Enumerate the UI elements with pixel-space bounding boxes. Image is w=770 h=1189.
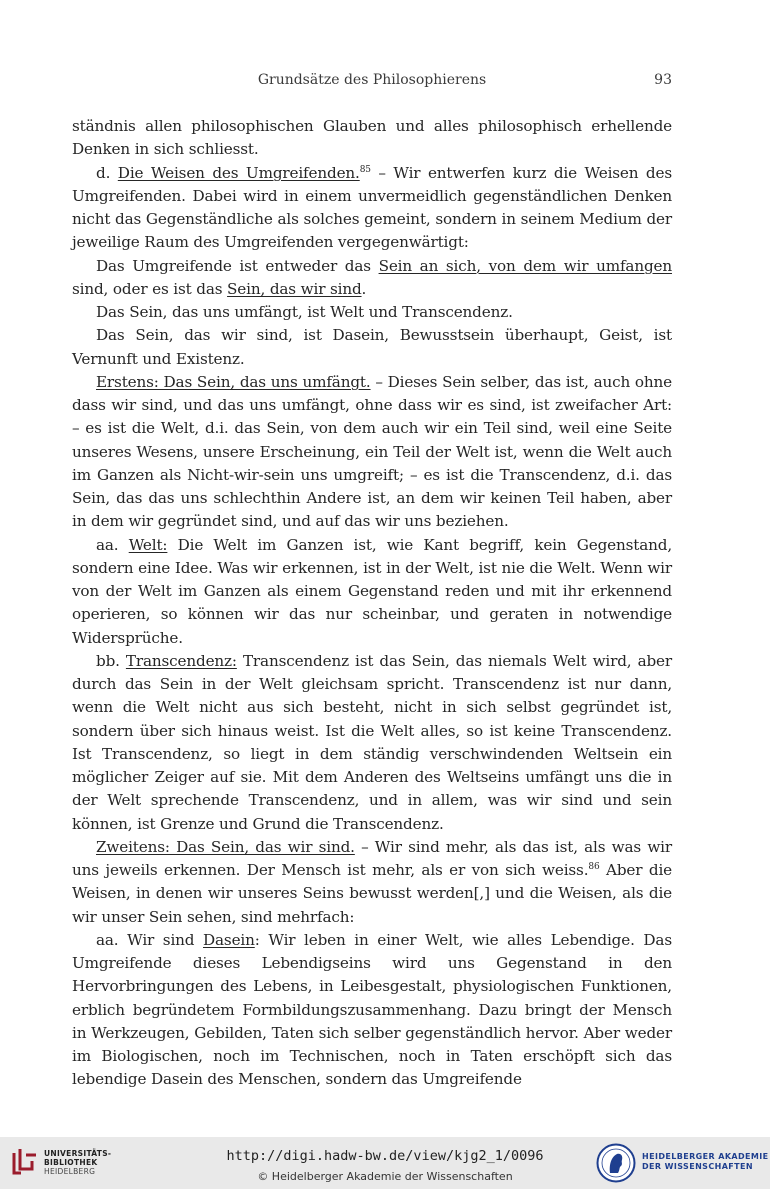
footnote-marker[interactable]: 86 [588, 862, 600, 872]
section-heading: Erstens: Das Sein, das uns umfängt. [96, 372, 371, 391]
section-heading: Die Weisen des Umgreifenden. [117, 163, 360, 182]
page-number: 93 [654, 72, 672, 88]
underlined-phrase: Sein, das wir sind [227, 279, 362, 298]
underlined-phrase: Dasein [203, 930, 255, 949]
running-head [72, 72, 672, 92]
paragraph-welt: aa. Welt: Die Welt im Ganzen ist, wie Kant begriff, kein Gegenstand, sondern eine Idee. Was wir erkennen, ist in der Welt, ist nie die Welt. Wenn wir von der Welt im Ganzen als einem Gegenstand reden und mit ihr erkennend operieren, so können wir das nur scheinbar, und geraten in notwendige Widersprüche. [72, 535, 672, 647]
academy-seal-icon[interactable] [596, 1143, 636, 1183]
running-title: Grundsätze des Philosophierens [257, 72, 487, 88]
footnote-marker[interactable]: 85 [359, 164, 371, 175]
copyright-notice: © Heidelberger Akademie der Wissenschaften [257, 1170, 513, 1183]
paragraph: Das Umgreifende ist entweder das Sein an sich, von dem wir umfangen sind, oder es ist das Sein, das wir sind. [72, 256, 672, 298]
body-text [72, 115, 672, 1092]
paragraph-section-d: d. Die Weisen des Umgreifenden.$^{85}$ – Wir entwerfen kurz die Weisen des Umgreifenden. Dabei wird in einem unvermeidlich gegenständlichen Denken nicht das Gegenständliche als solches gemeint, sondern in seinem Medium der jeweilige Raum des Umgreifenden vergegenwärtigt: [72, 163, 672, 252]
paragraph-transcendenz: bb. Transcendenz: Transcendenz ist das Sein, das niemals Welt wird, aber durch das Sein in der Welt gleichsam spricht. Transcendenz ist nur dann, wenn die Welt nicht aus sich besteht, nicht in sich selbst gegründet ist, sondern über sich hinaus weist. Ist die Welt alles, so ist keine Transcendenz. Ist Transcendenz, so liegt in dem ständig verschwindenden Weltsein ein möglicher Zeiger auf sie. Mit dem Anderen des Weltseins umfängt uns die in der Welt sprechende Transcendenz, und in allem, was wir sind und sein können, ist Grenze und Grund die Transcendenz. [72, 651, 672, 833]
footer-bar [0, 1137, 770, 1189]
paragraph: ständnis allen philosophischen Glauben und alles philosophisch erhellende Denken in sich schliesst. [72, 117, 672, 159]
paragraph: Das Sein, das wir sind, ist Dasein, Bewusstsein überhaupt, Geist, ist Vernunft und Existenz. [72, 326, 672, 368]
university-library-name[interactable]: UNIVERSITÄTS- BIBLIOTHEK HEIDELBERG [44, 1149, 112, 1176]
permalink-url[interactable]: http://digi.hadw-bw.de/view/kjg2_1/0096 [226, 1148, 544, 1164]
paragraph-erstens: Erstens: Das Sein, das uns umfängt. – Dieses Sein selber, das ist, auch ohne dass wir sind, und das uns umfängt, ohne dass wir es sind, ist zweifacher Art: – es ist die Welt, d.i. das Sein, von dem auch wir ein Teil sind, weil eine Seite unseres Wesens, unsere Erscheinung, ein Teil der Welt ist, wenn die Welt auch im Ganzen als Nicht-wir-sein uns umgreift; – es ist die Transcendenz, d.i. das Sein, das das uns schlechthin Andere ist, an dem wir keinen Teil haben, aber in dem wir gegründet sind, und auf das wir uns beziehen. [72, 372, 673, 531]
underlined-phrase: Sein an sich, von dem wir umfangen [378, 256, 672, 275]
academy-name[interactable]: HEIDELBERGER AKADEMIE DER WISSENSCHAFTEN [642, 1152, 769, 1171]
paragraph-zweitens: Zweitens: Das Sein, das wir sind. – Wir sind mehr, als das ist, als was wir uns jeweils erkennen. Der Mensch ist mehr, als er von sich weiss.$^{86}$ Aber die Weisen, in denen wir unseres Seins bewusst werden[,] und die Weisen, als die wir unser Sein sehen, sind mehrfach: [72, 837, 672, 926]
section-heading: Transcendenz: [125, 651, 237, 670]
paragraph: Das Sein, das uns umfängt, ist Welt und Transcendenz. [96, 303, 513, 321]
section-heading: Zweitens: Das Sein, das wir sind. [96, 837, 355, 856]
section-heading: Welt: [128, 535, 168, 554]
paragraph-dasein: aa. Wir sind Dasein: Wir leben in einer Welt, wie alles Lebendige. Das Umgreifende dieses Lebendigseins wird uns Gegenstand in den Hervorbringungen des Lebens, in Leibesgestalt, physiologischen Funktionen, erblich begründetem Formbildungszusammenhang. Dazu bringt der Mensch in Werkzeugen, Gebilden, Taten sich selber gegenständlich hervor. Aber weder im Biologischen, noch im Technischen, noch in Taten erschöpft sich das lebendige Dasein des Menschen, sondern das Umgreifende [72, 930, 672, 1089]
